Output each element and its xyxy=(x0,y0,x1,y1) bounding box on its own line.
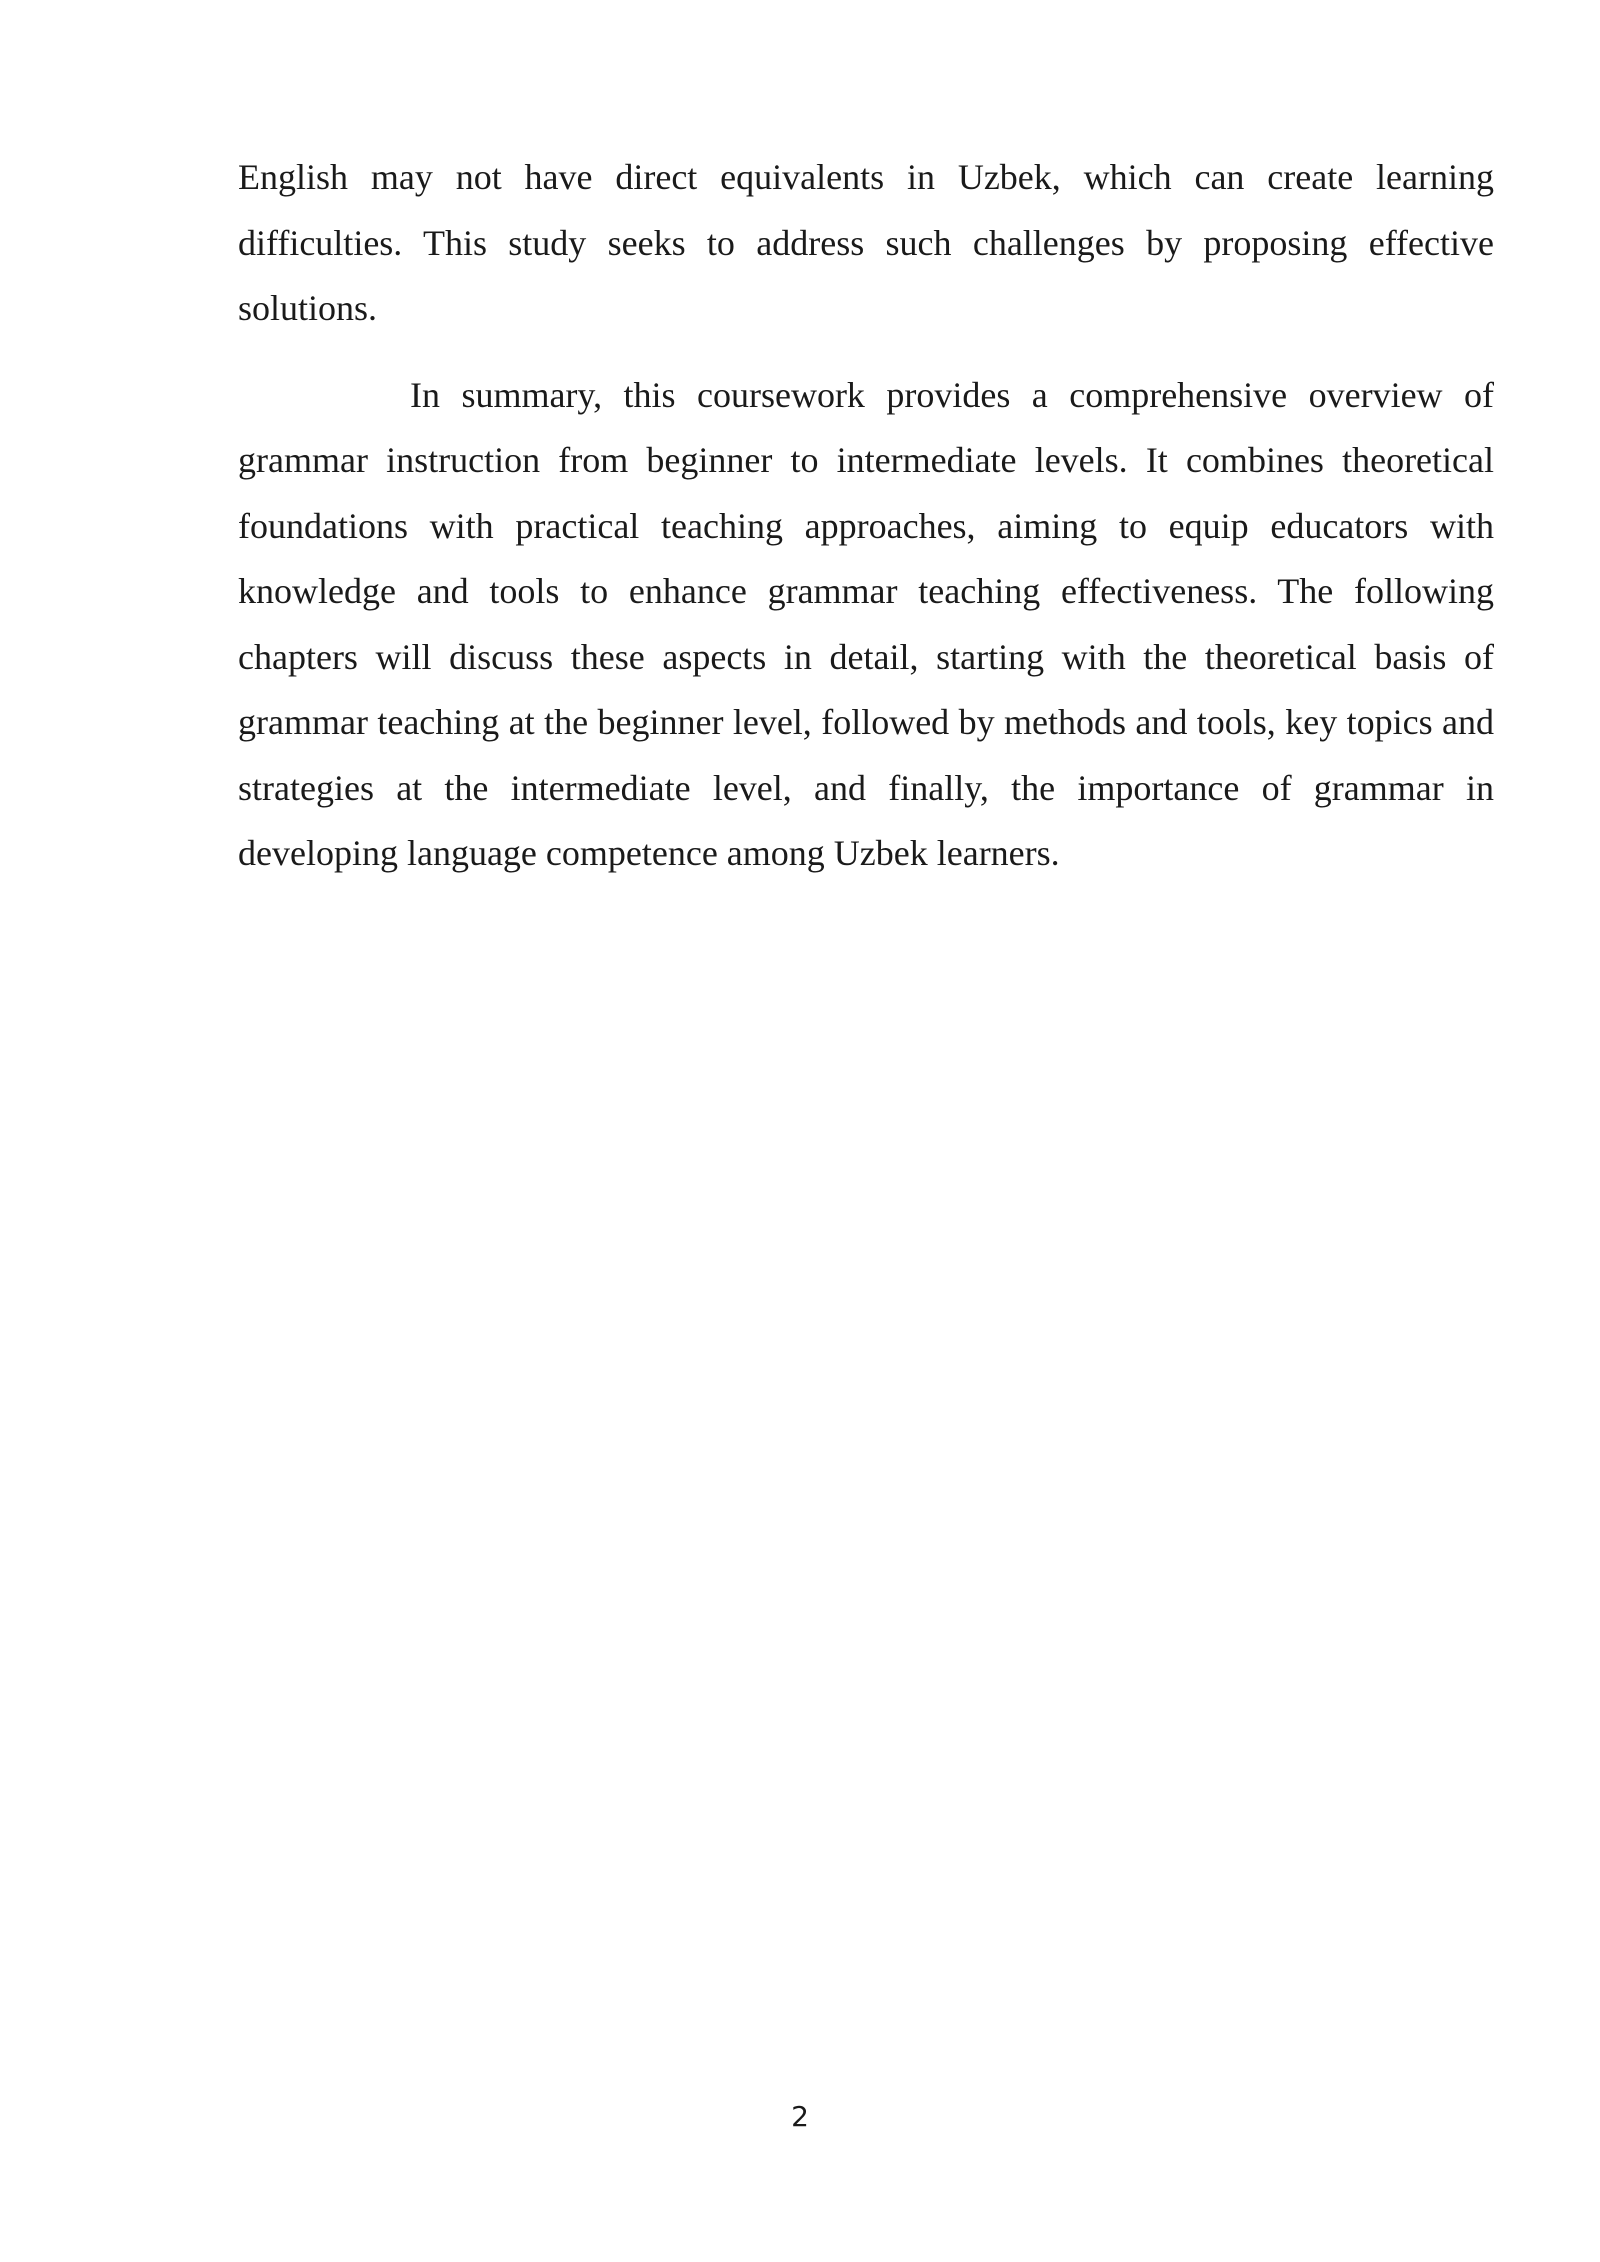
paragraph-continuation: English may not have direct equivalents in Uzbek, which can create learning difficulties. This study seeks to address such challenges by proposing effective solutions. xyxy=(238,157,1494,328)
body-text xyxy=(238,145,1494,887)
page-number: 2 xyxy=(791,2100,809,2133)
paragraph-summary: In summary, this coursework provides a comprehensive overview of grammar instruction from beginner to intermediate levels. It combines theoretical foundations with practical teaching approaches, aiming to equip educators with knowledge and tools to enhance grammar teaching effectiveness. The following chapters will discuss these aspects in detail, starting with the theoretical basis of grammar teaching at the beginner level, followed by methods and tools, key topics and strategies at the intermediate level, and finally, the importance of grammar in developing language competence among Uzbek learners. xyxy=(238,374,1494,873)
